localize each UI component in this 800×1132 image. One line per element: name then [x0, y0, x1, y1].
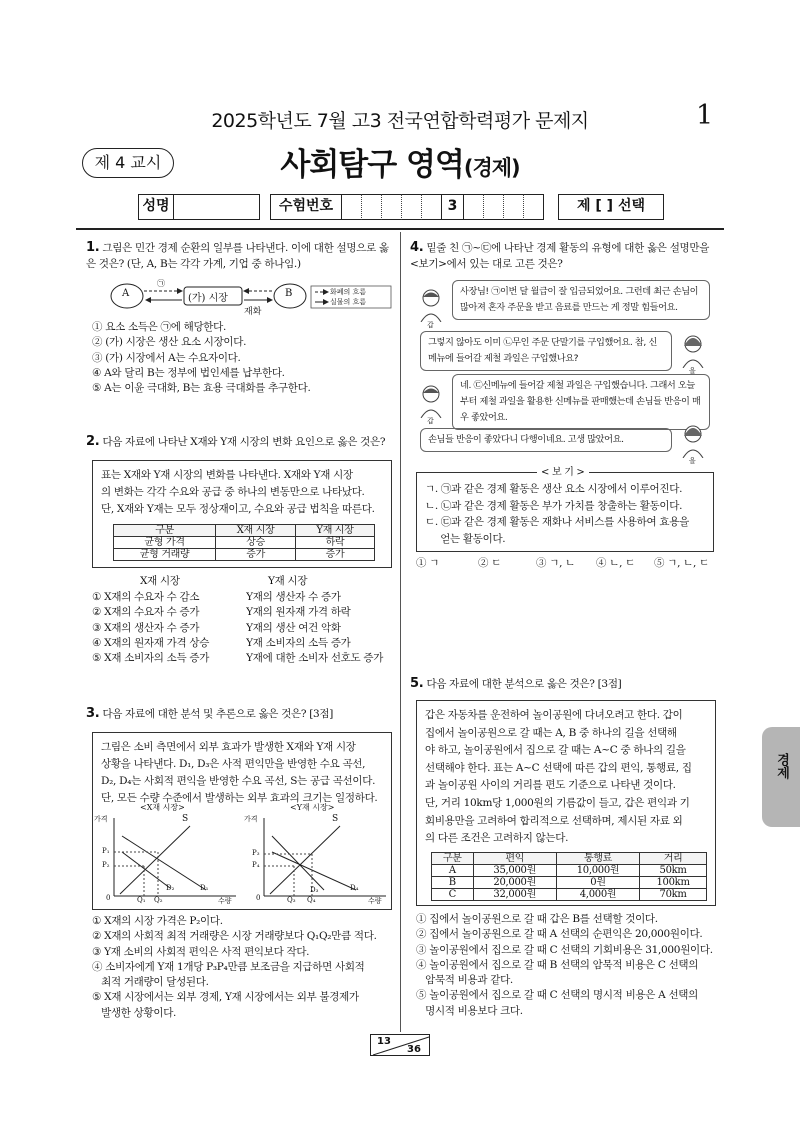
arrow-label-gyeok: ㉠	[157, 279, 165, 288]
header-rule	[76, 228, 724, 230]
graph-title: <Y재 시장>	[290, 803, 335, 812]
axis-price: 가격	[94, 815, 108, 823]
question-number: 2.	[86, 434, 100, 449]
q2-data-box	[92, 460, 392, 568]
option[interactable]: ② ㄷ	[478, 557, 502, 569]
origin: 0	[256, 894, 261, 902]
speech-bubble-4: 손님들 반응이 좋았다니 다행이네요. 고생 많았어요.	[420, 428, 672, 452]
node-market: (가) 시장	[188, 293, 228, 304]
question-1	[86, 240, 392, 272]
label-q1: Q₁	[137, 896, 146, 904]
origin: 0	[106, 894, 111, 902]
option[interactable]: ③ X재의 생산자 수 증가 Y재의 생산 여건 악화	[92, 621, 341, 634]
option-continued: 발생한 상황이다.	[92, 1006, 177, 1019]
speaker-eul-avatar: 을	[680, 334, 706, 376]
q2-options	[92, 590, 383, 666]
q5-data-box	[416, 700, 716, 906]
page-indicator	[370, 1034, 430, 1056]
label-d2: D₂	[166, 884, 175, 892]
option[interactable]: ① ㄱ	[416, 557, 440, 569]
box-line: 단, X재와 Y재는 모두 정상재이고, 수요와 공급 법칙을 따른다.	[101, 503, 375, 515]
bogi-box	[416, 467, 714, 552]
question-stem: 다음 자료에 나타난 X재와 Y재 시장의 변화 요인으로 옳은 것은?	[102, 436, 386, 448]
subject-title	[0, 139, 800, 184]
box-line: 집에서 놀이공원으로 갈 때는 A, B 중 하나의 길을 선택해	[425, 726, 677, 739]
q2-table: 구분 X재 시장 Y재 시장 균형 가격 상승 하락 균형 거래량 증가 증가	[113, 524, 375, 561]
option-continued: 암묵적 비용과 같다.	[416, 974, 513, 987]
bogi-title: < 보 기 >	[537, 465, 589, 482]
question-number: 1.	[86, 240, 100, 255]
option[interactable]: ⑤ ㄱ, ㄴ, ㄷ	[654, 557, 709, 569]
option[interactable]: ① 집에서 놀이공원으로 갈 때 갑은 B를 선택할 것이다.	[416, 913, 658, 925]
label-p3: P₃	[252, 849, 260, 857]
speaker-eul-avatar: 을	[680, 424, 706, 466]
option[interactable]: ② X재의 사회적 최적 거래량은 시장 거래량보다 Q₁Q₂만큼 적다.	[92, 930, 377, 943]
box-line: 표는 X재와 Y재 시장의 변화를 나타낸다. X재와 Y재 시장	[101, 469, 353, 481]
question-stem: 그림은 민간 경제 순환의 일부를 나타낸다. 이에 대한 설명으로 옳은 것은? (단, A, B는 각각 가계, 기업 중 하나임.)	[86, 242, 389, 270]
exam-digit-box[interactable]	[504, 194, 524, 220]
total-pages: 36	[407, 1044, 421, 1055]
label-s: S	[182, 814, 189, 824]
graph-x-market	[94, 802, 240, 910]
speech-bubble-2: 그렇지 않아도 이미 ㉡무인 주문 단말기를 구입했어요. 참, 신메뉴에 들어갈 제철 과일은 구입했나요?	[420, 331, 672, 371]
exam-digit-box[interactable]	[524, 194, 544, 220]
question-number: 3.	[86, 706, 100, 721]
label-p1: P₁	[102, 847, 110, 855]
option[interactable]: ④ ㄴ, ㄷ	[596, 557, 635, 569]
exam-digit-fixed: 3	[442, 194, 464, 220]
option[interactable]: ③ ㄱ, ㄴ	[536, 557, 575, 569]
demand-curve-d1	[122, 836, 209, 892]
box-line: 과 놀이공원 사이의 거리를 편도 기준으로 나타낸 것이다.	[425, 779, 676, 792]
option[interactable]: ⑤ 놀이공원에서 집으로 갈 때 C 선택의 명시적 비용은 A 선택의	[416, 989, 698, 1002]
subject-sub: (경제)	[463, 156, 520, 180]
question-5	[410, 676, 720, 693]
exam-digit-box[interactable]	[402, 194, 422, 220]
supply-curve-s	[270, 826, 340, 894]
exam-digit-box[interactable]	[362, 194, 382, 220]
axis-qty: 수량	[368, 897, 382, 905]
speaker-gap-avatar: 갑	[418, 384, 444, 426]
box-line: 선택해야 한다. 표는 A~C 선택에 따른 갑의 편익, 통행료, 집	[425, 761, 692, 774]
option[interactable]: ⑤ A는 이윤 극대화, B는 효용 극대화를 추구한다.	[92, 382, 311, 395]
question-4	[410, 240, 720, 272]
page-number: 1	[696, 100, 714, 131]
node-b: B	[285, 288, 293, 299]
option[interactable]: ② 집에서 놀이공원으로 갈 때 A 선택의 순편익은 20,000원이다.	[416, 928, 703, 941]
bogi-item: ㄷ. ㉢과 같은 경제 활동은 재화나 서비스를 사용하여 효용을	[425, 516, 689, 528]
box-line: 단, 모든 수량 수준에서 발생하는 외부 효과의 크기는 일정하다.	[101, 792, 378, 804]
q5-table: 구분 편익 통행료 거리 A 35,000원 10,000원 50km B 20,000원 0원 100km C 32,000원 4,000원 70km	[431, 852, 707, 901]
exam-digit-box[interactable]	[484, 194, 504, 220]
option[interactable]: ④ 소비자에게 Y재 1개당 P₃P₄만큼 보조금을 지급하면 사회적	[92, 960, 365, 973]
question-2	[86, 434, 396, 451]
option[interactable]: ③ 놀이공원에서 집으로 갈 때 C 선택의 기회비용은 31,000원이다.	[416, 943, 713, 956]
box-line: 그림은 소비 측면에서 외부 효과가 발생한 X재와 Y재 시장	[101, 741, 356, 753]
bogi-item-cont: 얻는 활동이다.	[425, 532, 506, 545]
graph-title: <X재 시장>	[140, 803, 185, 812]
option[interactable]: ③ Y재 소비의 사회적 편익은 사적 편익보다 작다.	[92, 945, 310, 958]
box-line: 갑은 자동차를 운전하여 놀이공원에 다녀오려고 한다. 갑이	[425, 709, 683, 721]
current-page: 13	[377, 1036, 391, 1047]
exam-digit-box[interactable]	[342, 194, 362, 220]
legend-money: 화폐의 흐름	[330, 288, 367, 296]
option[interactable]: ① X재의 수요자 수 감소 Y재의 생산자 수 증가	[92, 591, 341, 603]
exam-digit-box[interactable]	[422, 194, 442, 220]
demand-curve-d3	[272, 836, 324, 890]
bogi-item: ㄴ. ㉡과 같은 경제 활동은 부가 가치를 창출하는 활동이다.	[425, 499, 683, 512]
option[interactable]: ④ X재의 원자재 가격 상승 Y재 소비자의 소득 증가	[92, 636, 351, 649]
option[interactable]: ② X재의 수요자 수 증가 Y재의 원자재 가격 하락	[92, 606, 351, 619]
q1-options	[92, 320, 310, 396]
graph-y-market	[244, 802, 390, 910]
exam-title: 2025학년도 7월 고3 전국연합학력평가 문제지	[211, 110, 589, 132]
exam-digit-box[interactable]	[464, 194, 484, 220]
select-label[interactable]: 제 [ ] 선택	[558, 194, 664, 220]
box-line: 의 다른 조건은 고려하지 않는다.	[425, 832, 569, 845]
q3-options	[92, 914, 377, 1021]
q5-options	[416, 912, 713, 1019]
option[interactable]: ① 요소 소득은 ㉠에 해당한다.	[92, 321, 227, 333]
box-line: 의 변화는 각각 수요와 공급 중 하나의 변동만으로 나타났다.	[101, 486, 365, 498]
label-p4: P₄	[252, 861, 260, 869]
box-line: 회비용만을 고려하여 합리적으로 선택하며, 제시된 자료 외	[425, 814, 683, 827]
legend-real: 실물의 흐름	[330, 298, 367, 306]
demand-curve-d2	[122, 852, 170, 888]
name-field[interactable]	[174, 194, 260, 220]
q1-circulation-diagram	[92, 279, 392, 318]
option[interactable]: ④ A와 달리 B는 정부에 법인세를 납부한다.	[92, 366, 285, 379]
subject-side-tab: 경제	[762, 727, 800, 827]
speech-bubble-3: 네. ㉢신메뉴에 들어갈 제철 과일은 구입했습니다. 그래서 오늘부터 제철 과일을 활용한 신메뉴를 판매했는데 손님들 반응이 매우 좋았어요.	[452, 374, 710, 430]
axis-qty: 수량	[218, 897, 232, 905]
q2-col-y: Y재 시장	[268, 575, 308, 587]
column-divider	[400, 232, 401, 1032]
label-q3: Q₃	[287, 896, 296, 904]
option[interactable]: ① X재의 시장 가격은 P₂이다.	[92, 915, 223, 927]
label-p2: P₂	[102, 861, 110, 869]
option[interactable]: ⑤ X재 시장에서는 외부 경제, Y재 시장에서는 외부 불경제가	[92, 991, 359, 1004]
q2-col-x: X재 시장	[140, 575, 180, 587]
option[interactable]: ③ (가) 시장에서 A는 수요자이다.	[92, 351, 241, 364]
option[interactable]: ⑤ X재 소비자의 소득 증가 Y재에 대한 소비자 선호도 증가	[92, 652, 384, 665]
question-stem: 다음 자료에 대한 분석으로 옳은 것은? [3점]	[426, 678, 622, 690]
box-line: 야 하고, 놀이공원에서 집으로 갈 때는 A~C 중 하나의 길을	[425, 744, 686, 757]
label-d3: D₃	[310, 886, 319, 894]
exam-digit-box[interactable]	[382, 194, 402, 220]
speech-bubble-1: 사장님! ㉠이번 달 월급이 잘 입금되었어요. 그런데 최근 손님이 많아져 혼자 주문을 받고 음료를 만드는 게 정말 힘들어요.	[452, 280, 710, 320]
box-line: 상황을 나타낸다. D₁, D₃은 사적 편익만을 반영한 수요 곡선,	[101, 758, 366, 770]
question-number: 5.	[410, 676, 424, 691]
bogi-item: ㄱ. ㉠과 같은 경제 활동은 생산 요소 시장에서 이루어진다.	[425, 483, 683, 495]
q4-options	[416, 556, 716, 571]
label-q4: Q₄	[307, 896, 316, 904]
option-continued: 최적 거래량이 달성된다.	[92, 976, 209, 989]
box-line: 단, 거리 10km당 1,000원의 기름값이 들고, 갑은 편익과 기	[425, 796, 690, 809]
question-stem: 다음 자료에 대한 분석 및 추론으로 옳은 것은? [3점]	[102, 708, 334, 720]
question-3	[86, 706, 396, 723]
exam-number-row	[270, 194, 544, 220]
question-number: 4.	[410, 240, 424, 255]
label-d1: D₁	[200, 884, 209, 892]
arrow-label-goods: 재화	[244, 307, 262, 317]
exam-number-label: 수험번호	[270, 194, 342, 220]
option[interactable]: ② (가) 시장은 생산 요소 시장이다.	[92, 336, 247, 349]
demand-curve-d4	[272, 852, 359, 892]
supply-curve-s	[120, 826, 190, 894]
label-q2: Q₂	[154, 896, 163, 904]
name-label: 성명	[138, 194, 174, 220]
axis-price: 가격	[244, 815, 258, 823]
name-row	[138, 194, 260, 220]
option-continued: 명시적 비용보다 크다.	[416, 1004, 523, 1017]
label-d4: D₄	[350, 884, 359, 892]
question-stem: 밑줄 친 ㉠~㉢에 나타난 경제 활동의 유형에 대한 옳은 설명만을 <보기>에서 있는 대로 고른 것은?	[410, 242, 710, 270]
label-s: S	[332, 814, 339, 824]
subject-main: 사회탐구 영역	[280, 147, 464, 183]
option[interactable]: ④ 놀이공원에서 집으로 갈 때 B 선택의 암묵적 비용은 C 선택의	[416, 958, 699, 971]
box-line: D₂, D₄는 사회적 편익을 반영한 수요 곡선, S는 공급 곡선이다.	[101, 775, 376, 787]
select-row	[558, 194, 664, 220]
speaker-gap-avatar: 갑	[418, 288, 444, 330]
period-badge: 제 4 교시	[82, 148, 174, 178]
node-a: A	[122, 288, 130, 299]
